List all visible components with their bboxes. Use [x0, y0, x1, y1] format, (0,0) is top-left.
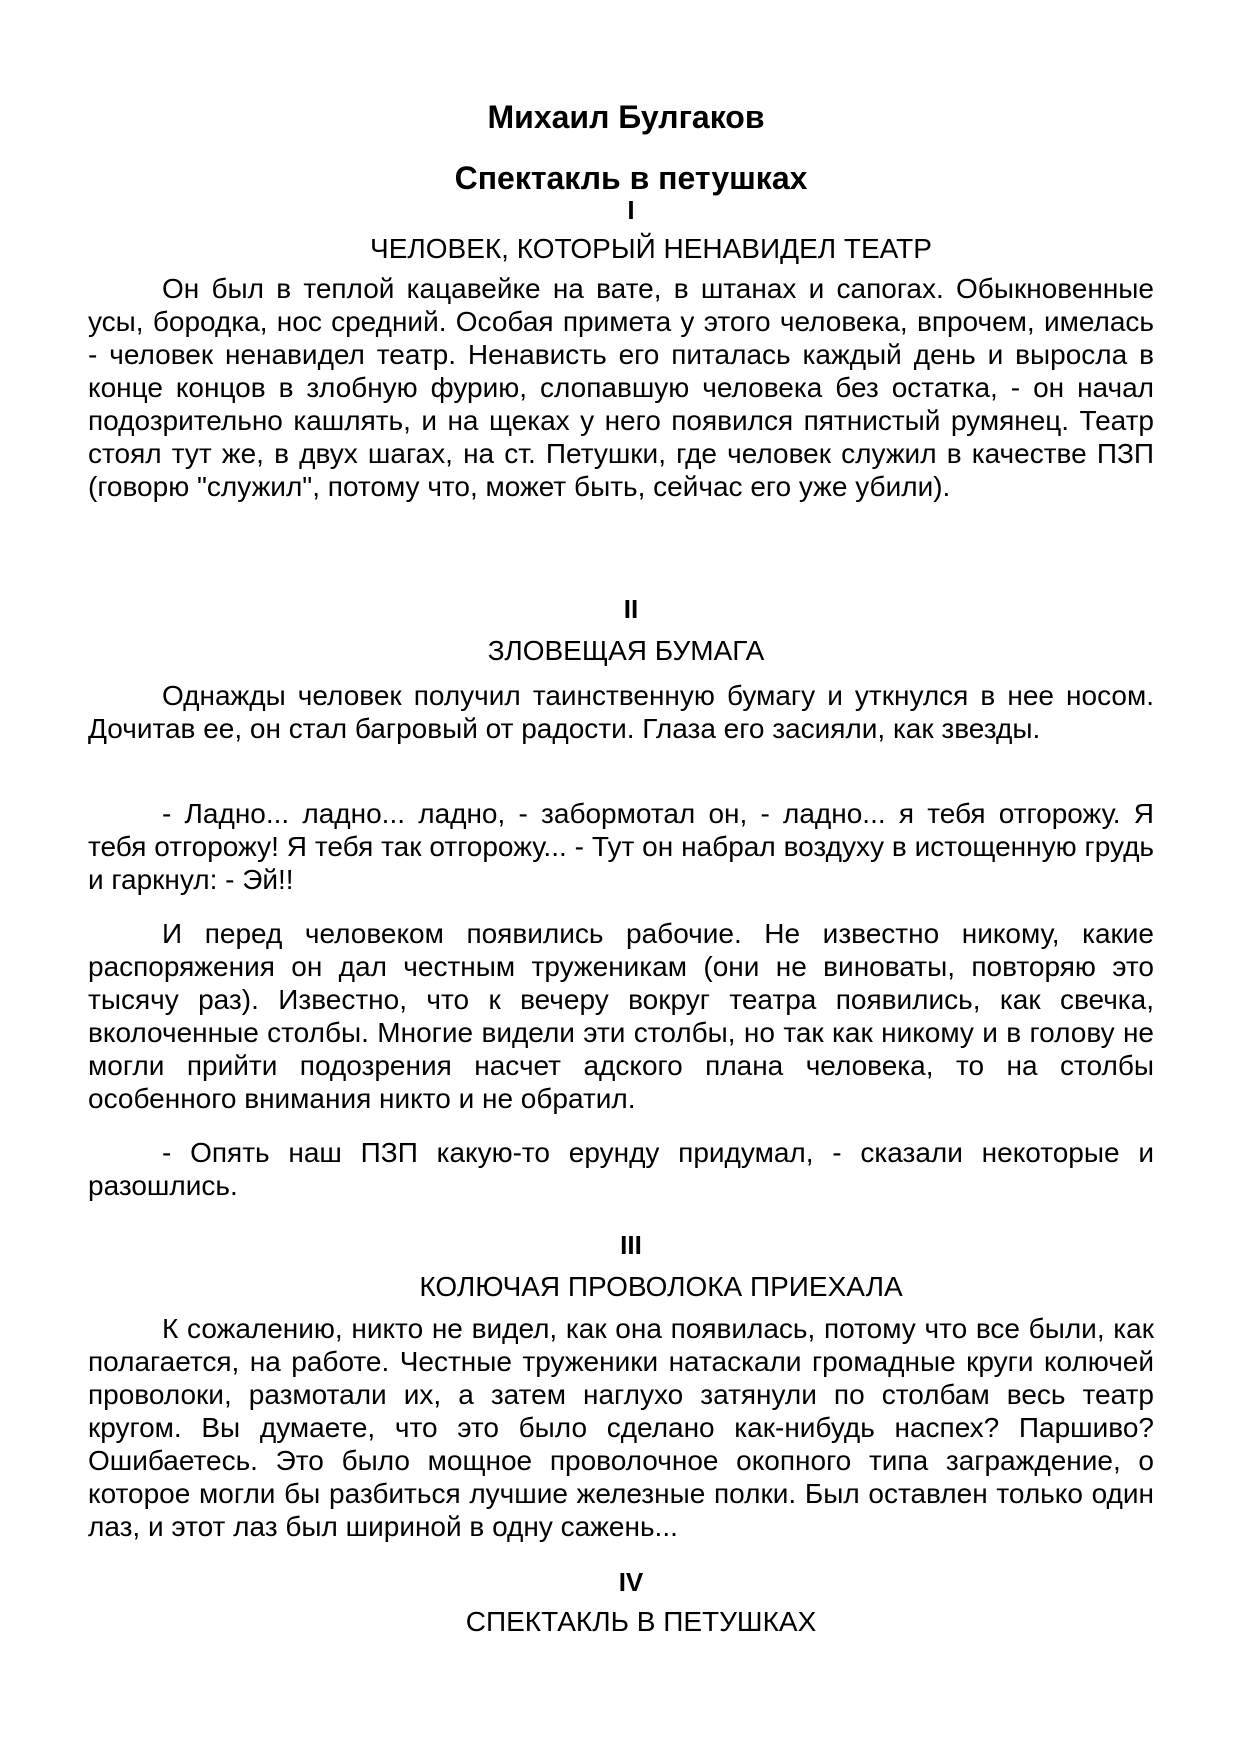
chapter-numeral: II [623, 594, 639, 624]
chapter-heading: КОЛЮЧАЯ ПРОВОЛОКА ПРИЕХАЛА [419, 1271, 903, 1302]
chapter-numeral: IV [618, 1567, 644, 1597]
chapter-heading: ЧЕЛОВЕК, КОТОРЫЙ НЕНАВИДЕЛ ТЕАТР [370, 233, 932, 264]
chapter-numeral: III [620, 1230, 642, 1260]
paragraph: - Опять наш ПЗП какую-то ерунду придумал, - сказали некоторые и разошлись. [88, 1137, 1154, 1201]
chapter-heading: СПЕКТАКЛЬ В ПЕТУШКАХ [465, 1606, 817, 1637]
author-name: Михаил Булгаков [487, 99, 765, 135]
paragraph: Он был в теплой кацавейке на вате, в штанах и сапогах. Обыкновенные усы, бородка, нос средний. Особая примета у этого человека, впрочем, имелась - человек ненавидел театр. Ненависть его питалась каждый день и выросла в конце концов в злобную фурию, слопавшую человека без остатка, - он начал подозрительно кашлять, и на щеках у него появился пятнистый румянец. Театр стоял тут же, в двух шагах, на ст. Петушки, где человек служил в качестве ПЗП (говорю "служил", потому что, может быть, сейчас его уже убили). [88, 273, 1154, 502]
paragraph: И перед человеком появились рабочие. Не известно никому, какие распоряжения он дал честным труженикам (они не виноваты, повторяю это тысячу раз). Известно, что к вечеру вокруг театра появились, как свечка, вколоченные столбы. Многие видели эти столбы, но так как никому и в голову не могли прийти подозрения насчет адского плана человека, то на столбы особенного внимания никто и не обратил. [88, 918, 1154, 1114]
paragraph: - Ладно... ладно... ладно, - забормотал он, - ладно... я тебя отгорожу. Я тебя отгорожу! Я тебя так отгорожу... - Тут он набрал воздуху в истощенную грудь и гаркнул: - Эй!! [88, 798, 1154, 895]
paragraph: К сожалению, никто не видел, как она появилась, потому что все были, как полагается, на работе. Честные труженики натаскали громадные круги колючей проволоки, размотали их, а затем наглухо затянули по столбам весь театр кругом. Вы думаете, что это было сделано как-нибудь наспех? Паршиво? Ошибаетесь. Это было мощное проволочное окопного типа заграждение, о которое могли бы разбиться лучшие железные полки. Был оставлен только один лаз, и этот лаз был шириной в одну сажень... [88, 1313, 1154, 1542]
document-title: Спектакль в петушках [454, 160, 808, 196]
chapter-numeral: I [627, 195, 635, 225]
paragraph: Однажды человек получил таинственную бумагу и уткнулся в нее носом. Дочитав ее, он стал багровый от радости. Глаза его засияли, как звезды. [88, 680, 1154, 744]
chapter-heading: ЗЛОВЕЩАЯ БУМАГА [487, 635, 765, 666]
